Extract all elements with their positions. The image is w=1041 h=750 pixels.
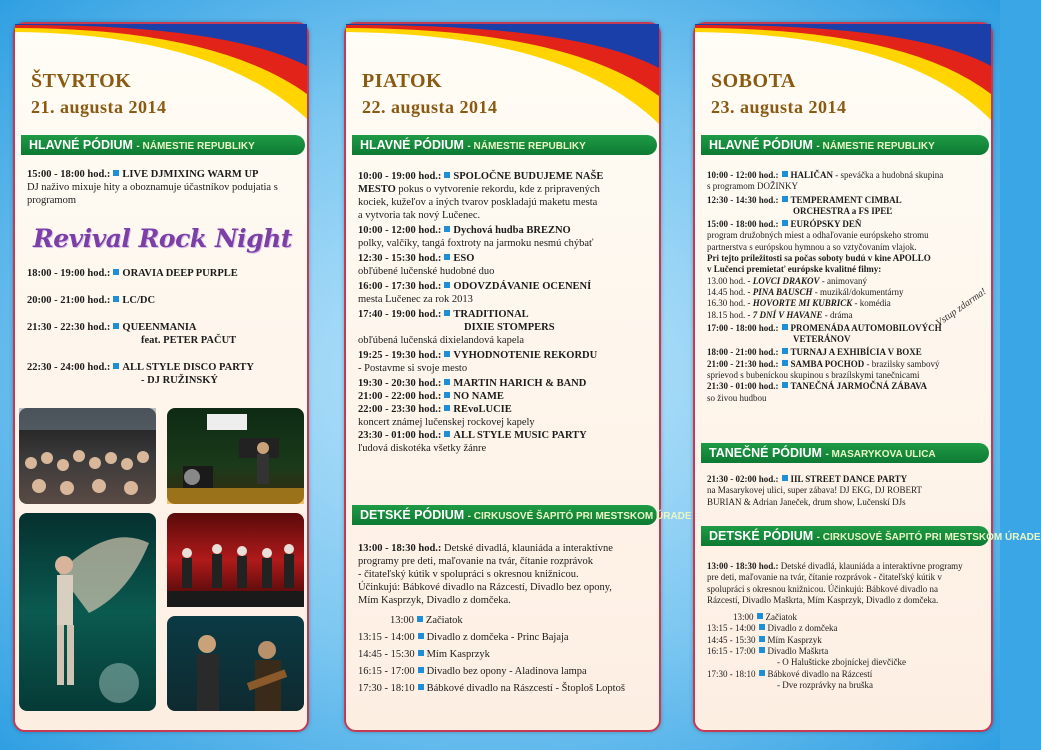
bullet-icon	[444, 254, 450, 260]
bullet-icon	[417, 616, 423, 622]
day-heading	[31, 68, 167, 120]
day-date: 22. augusta 2014	[362, 97, 498, 117]
bullet-icon	[418, 633, 424, 639]
kids-program: 13:00 - 18:30 hod.: Detské divadlá, klauniáda a interaktívne programy pre deti, maľovanie na tvár, čítanie rozprávok - čitateľský kútik v spolupráci s okresnou knižnicou. Účinkujú: Bábkové divadlo na Rázcestí, Divadlo Maškrta, Mím Kasprzyk, Divadlo z domčeka. 13:00 Začiatok 13:15 - 14:00 Divadlo z domčeka 14:45 - 15:30 Mím Kasprzyk 16:15 - 17:00 Divadlo Maškrta - O Halušticke zbojníckej dievčičke 17:30 - 18:10 Bábkové divadlo na Rázcestí - Dve rozprávky na bruška	[707, 561, 963, 690]
main-stage-banner: HLAVNÉ PÓDIUM - NÁMESTIE REPUBLIKY	[352, 135, 657, 155]
event-list: 10:00 - 19:00 hod.: SPOLOČNE BUDUJEME NAŠE MESTO pokus o vytvorenie rekordu, kde z pripravených kociek, kužeľov a iných tvarov poskladajú maketu mesta a vytvoria tak nový Lučenec. 10:00 - 12:00 hod.: Dychová hudba BREZNO polky, valčíky, tangá foxtroty na jarmoku nesmú chýbať 12:30 - 15:30 hod.: ESO obľúbené lučenské hudobné duo 16:00 - 17:30 hod.: ODOVZDÁVANIE OCENENÍ mesta Lučenec za rok 2013 17:40 - 19:00 hod.: TRADITIONAL DIXIE STOMPERS obľúbená lučenská dixielandová kapela 19:25 - 19:30 hod.: VYHODNOTENIE REKORDU - Postavme si svoje mesto 19:30 - 20:30 hod.: MARTIN HARICH & BAND 21:00 - 22:00 hod.: NO NAME 22:00 - 23:30 hod.: REvoLUCIE koncert známej lučenskej rockovej kapely 23:30 - 01:00 hod.: ALL STYLE MUSIC PARTY ľudová diskotéka všetky žánre	[358, 171, 604, 454]
bullet-icon	[782, 171, 788, 177]
bullet-icon	[444, 226, 450, 232]
main-stage-banner: HLAVNÉ PÓDIUM - NÁMESTIE REPUBLIKY	[21, 135, 305, 155]
day-name: ŠTVRTOK	[31, 70, 132, 92]
saturday-panel	[693, 22, 1041, 732]
bullet-icon	[444, 379, 450, 385]
day-name: SOBOTA	[711, 70, 796, 92]
free-entry-note: Vstup zdarma!	[934, 286, 989, 329]
bullet-icon	[782, 220, 788, 226]
dance-stage-banner: TANEČNÉ PÓDIUM - MASARYKOVA ULICA	[701, 443, 989, 463]
event-list: 15:00 - 18:00 hod.: LIVE DJMIXING WARM UP DJ naživo mixuje hity a oboznamuje účastníkov podujatia s programom	[27, 168, 301, 207]
bullet-icon	[418, 684, 424, 690]
event-list-rock: 18:00 - 19:00 hod.: ORAVIA DEEP PURPLE 20:00 - 21:00 hod.: LC/DC 21:30 - 22:30 hod.: QUEENMANIA feat. PETER PAČUT 22:30 - 24:00 hod.: ALL STYLE DISCO PARTY - DJ RUŽINSKÝ	[27, 268, 255, 386]
bullet-icon	[444, 310, 450, 316]
bullet-icon	[444, 282, 450, 288]
bullet-icon	[759, 624, 765, 630]
bullet-icon	[444, 351, 450, 357]
bullet-icon	[444, 392, 450, 398]
photo-band-red	[167, 513, 304, 607]
photo-stage-band	[167, 408, 304, 504]
bullet-icon	[444, 405, 450, 411]
bullet-icon	[782, 475, 788, 481]
kids-program: 13:00 - 18:30 hod.: Detské divadlá, klauniáda a interaktívne programy pre deti, maľovanie na tvár, čítanie rozprávok - čitateľský kútik v spolupráci s okresnou knižnicou. Účinkujú: Bábkové divadlo na Rázcestí, Divadlo bez opony, Mím Kasprzyk, Divadlo z domčeka. 13:00 Začiatok 13:15 - 14:00 Divadlo z domčeka - Princ Bajaja 14:45 - 15:30 Mím Kasprzyk 16:15 - 17:00 Divadlo bez opony - Aladinova lampa 17:30 - 18:10 Bábkové divadlo na Rászcestí - Štoploš Loptoš	[358, 543, 625, 694]
day-date: 21. augusta 2014	[31, 97, 167, 117]
bullet-icon	[759, 670, 765, 676]
event-list: 10:00 - 12:00 hod.: HALIČAN - speváčka a hudobná skupina s programom DOŽINKY 12:30 - 14:30 hod.: TEMPERAMENT CIMBAL ORCHESTRA a FS IPEĽ 15:00 - 18:00 hod.: EURÓPSKY DEŇ program družobných miest a odhaľovanie európskeho stromu partnerstva s európskou hymnou a so vztyčovaním vlajok. Pri tejto príležitosti sa počas soboty budú v kine APOLLO v Lučenci premietať európske kvalitné filmy: 13.00 hod. - LOVCI DRAKOV - animovaný 14.45 hod. - PINA BAUSCH - muzikál/dokumentárny 16.30 hod. - HOVORTE MI KUBRICK - komédia 18.15 hod. - 7 DNÍ V HAVANE - dráma 17:00 - 18:00 hod.: PROMENÁDA AUTOMOBILOVÝCH VETERÁNOV 18:00 - 21:00 hod.: TURNAJ A EXHIBÍCIA V BOXE 21:00 - 21:30 hod.: SAMBA POCHOD - brazilsky sambový sprievod s bubeníckou skupinou s brazílskymi tanečnicami 21:30 - 01:00 hod.: TANEČNÁ JARMOČNÁ ZÁBAVA so živou hudbou	[707, 170, 944, 403]
dance-program: 21:30 - 02:00 hod.: IIL STREET DANCE PARTY na Masarykovej ulici, super zábava! DJ EKG, DJ ROBERT BURIAN & Adrian Janeček, drum show, Lučenskí DJs	[707, 474, 922, 507]
bullet-icon	[418, 667, 424, 673]
revival-title: Revival Rock Night	[33, 224, 292, 253]
bullet-icon	[782, 348, 788, 354]
bullet-icon	[418, 650, 424, 656]
bullet-icon	[113, 323, 119, 329]
bullet-icon	[782, 360, 788, 366]
kids-stage-banner: DETSKÉ PÓDIUM - CIRKUSOVÉ ŠAPITÓ PRI MESTSKOM ÚRADE	[701, 526, 989, 546]
main-stage-banner: HLAVNÉ PÓDIUM - NÁMESTIE REPUBLIKY	[701, 135, 989, 155]
photo-dancer	[19, 513, 156, 711]
kids-stage-banner: DETSKÉ PÓDIUM - CIRKUSOVÉ ŠAPITÓ PRI MESTSKOM ÚRADE	[352, 505, 657, 525]
bullet-icon	[782, 196, 788, 202]
bullet-icon	[113, 296, 119, 302]
bullet-icon	[759, 636, 765, 642]
photo-crowd	[19, 408, 156, 504]
event-description: DJ naživo mixuje hity a oboznamuje účastníkov podujatia s programom	[27, 182, 278, 206]
photo-guitarist	[167, 616, 304, 711]
bullet-icon	[444, 431, 450, 437]
day-heading	[362, 68, 498, 120]
bullet-icon	[759, 647, 765, 653]
bullet-icon	[757, 613, 763, 619]
day-date: 23. augusta 2014	[711, 97, 847, 117]
day-name: PIATOK	[362, 70, 443, 92]
bullet-icon	[444, 172, 450, 178]
bullet-icon	[782, 382, 788, 388]
bullet-icon	[113, 269, 119, 275]
bullet-icon	[113, 363, 119, 369]
day-heading	[711, 68, 847, 120]
bullet-icon	[782, 324, 788, 330]
bullet-icon	[113, 170, 119, 176]
thursday-panel	[13, 22, 309, 732]
friday-panel	[344, 22, 692, 732]
